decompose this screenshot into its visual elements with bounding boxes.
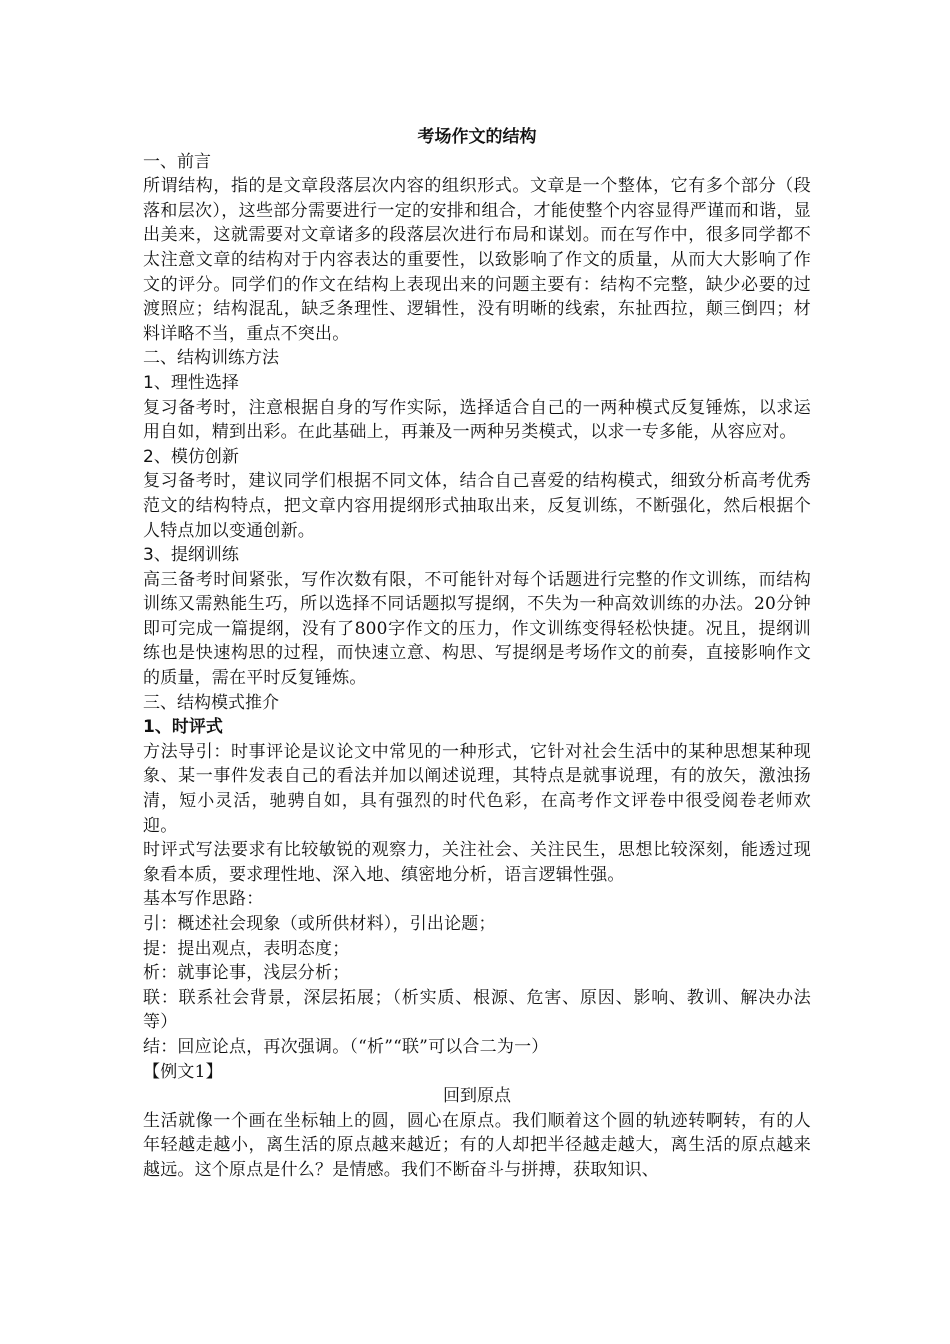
step-introduce: 引：概述社会现象（或所供材料），引出论题； [143,914,496,934]
example-title: 回到原点 [443,1086,511,1107]
subheading-imitation: 2、模仿创新 [143,446,239,467]
paragraph-preface: 所谓结构，指的是文章段落层次内容的组织形式。文章是一个整体，它有多个部分（段落和层次），这些部分需要进行一定的安排和组合，才能使整个内容显得严谨而和谐，显出美来，这就需要对文章诸多的段落层次进行布局和谋划。而在写作中，很多同学都不太注意文章的结构对于内容表达的重要性，以致影响了作文的质量，从而大大影响了作文的评分。同学们的作文在结构上表现出来的问题主要有：结构不完整，缺少必要的过渡照应；结构混乱，缺乏条理性、逻辑性，没有明晰的线索，东扯西拉，颠三倒四；材料详略不当，重点不突出。 [143,176,811,344]
subheading-rational-choice: 1、理性选择 [143,372,239,393]
section-heading-patterns: 三、结构模式推介 [143,692,279,713]
subheading-outline-training: 3、提纲训练 [143,545,239,566]
paragraph-outline-training: 高三备考时间紧张，写作次数有限，不可能针对每个话题进行完整的作文训练，而结构训练又需熟能生巧，所以选择不同话题拟写提纲，不失为一种高效训练的办法。20分钟即可完成一篇提纲，没有了800字作文的压力，作文训练变得轻松快捷。况且，提纲训练也是快速构思的过程，而快速立意、构思、写提纲是考场作文的前奏，直接影响作文的质量，需在平时反复锤炼。 [143,569,811,689]
step-conclude: 结：回应论点，再次强调。（“析”“联”可以合二为一） [143,1036,549,1057]
steps-heading: 基本写作思路： [143,889,264,910]
paragraph-imitation: 复习备考时，建议同学们根据不同文体，结合自己喜爱的结构模式，细致分析高考优秀范文的结构特点，把文章内容用提纲形式抽取出来，反复训练，不断强化，然后根据个人特点加以变通创新。 [143,471,811,541]
document-title: 考场作文的结构 [417,127,537,147]
paragraph-method-guide: 方法导引：时事评论是议论文中常见的一种形式，它针对社会生活中的某种思想某种现象、某一事件发表自己的看法并加以阐述说理，其特点是就事说理，有的放矢，激浊扬清，短小灵活，驰骋自如，具有强烈的时代色彩，在高考作文评卷中很受阅卷老师欢迎。 [143,741,811,836]
pattern-heading-commentary: 1、时评式 [143,717,223,738]
step-connect: 联：联系社会背景，深层拓展；（析实质、根源、危害、原因、影响、教训、解决办法等） [143,987,811,1033]
document-page [143,125,811,1183]
step-propose: 提：提出观点，表明态度； [143,938,350,959]
section-heading-methods: 二、结构训练方法 [143,348,279,369]
example-paragraph: 生活就像一个画在坐标轴上的圆，圆心在原点。我们顺着这个圆的轨迹转啊转，有的人年轻越走越小，离生活的原点越来越近；有的人却把半径越走越大，离生活的原点越来越远。这个原点是什么？是情感。我们不断奋斗与拼搏，获取知识、 [143,1110,811,1180]
step-analyze: 析：就事论事，浅层分析； [143,963,350,984]
paragraph-rational-choice: 复习备考时，注意根据自身的写作实际，选择适合自己的一两种模式反复锤炼，以求运用自如，精到出彩。在此基础上，再兼及一两种另类模式，以求一专多能，从容应对。 [143,397,811,443]
example-label: 【例文1】 [143,1061,223,1082]
section-heading-preface: 一、前言 [143,151,211,172]
paragraph-commentary-requirements: 时评式写法要求有比较敏锐的观察力，关注社会、关注民生，思想比较深刻，能透过现象看本质，要求理性地、深入地、缜密地分析，语言逻辑性强。 [143,840,811,885]
